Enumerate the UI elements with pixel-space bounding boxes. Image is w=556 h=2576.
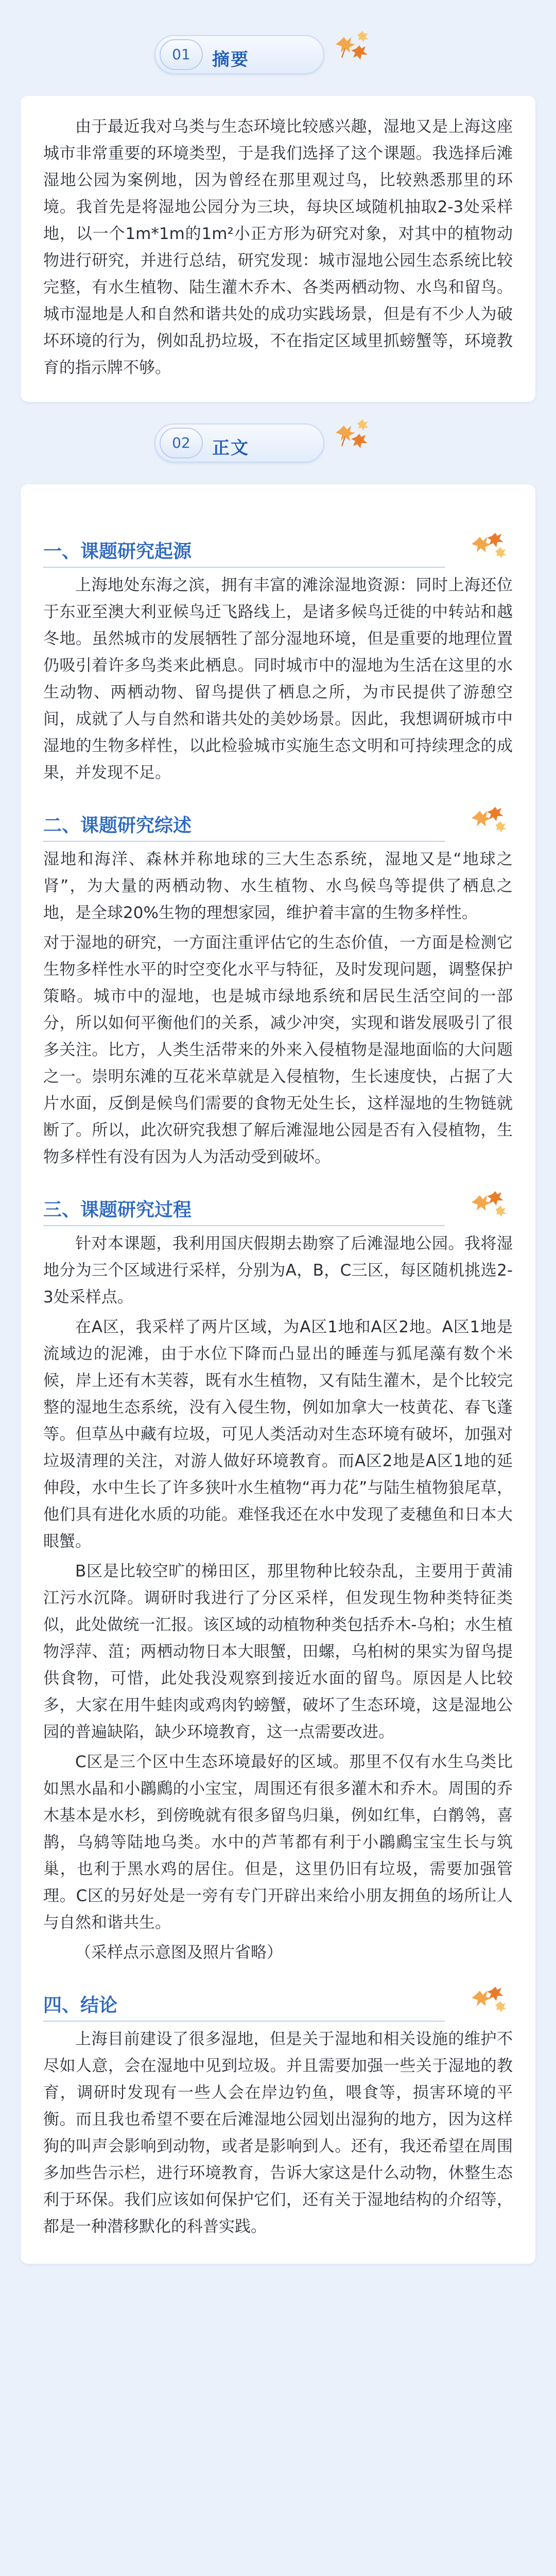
maple-leaf-icon [466,520,513,567]
paragraph: 对于湿地的研究，一方面注重评估它的生态价值，一方面是检测它生物多样性水平的时空变化水平与特征，及时发现问题，调整保护策略。城市中的湿地，也是城市绿地系统和居民生活空间的一部分，所以如何平衡他们的关系，减少冲突，实现和谐发展吸引了很多关注。比方，人类生活带来的外来入侵植物是湿地面临的大问题之一。崇明东滩的互花米草就是入侵植物，生长速度快，占据了大片水面，反倒是候鸟们需要的食物无处生长，这样湿地的生物链就断了。所以，此次研究我想了解后滩湿地公园是否有入侵植物，生物多样性有没有因为人为活动受到破坏。 [43,934,513,1166]
section-pill [154,423,324,463]
section-pill [154,35,324,74]
subsection-header [43,789,513,846]
maple-leaf-icon [466,1974,513,2021]
paragraph: B区是比较空旷的梯田区，那里物种比较杂乱，主要用于黄浦江污水沉降。调研时我进行了分区采样，但发现生物种类特征类似，此处做统一汇报。该区域的动植物种类包括乔木-乌桕；水生植物浮萍、菹；两栖动物日本大眼蟹，田螺，乌桕树的果实为留鸟提供食物，可惜，此处我没观察到接近水面的留鸟。原因是人比较多，大家在用牛蛙肉或鸡肉钓螃蟹，破坏了生态环境，这是湿地公园的普遍缺陷，缺少环境教育，这一点需要改进。 [43,1562,513,1741]
subsection-title: 二、课题研究综述 [43,815,192,836]
paragraph: C区是三个区中生态环境最好的区域。那里不仅有水生乌类比如黑水晶和小鸊鷉的小宝宝，周围还有很多灌木和乔木。周围的乔木基本是水杉，到傍晚就有很多留鸟归巢，例如红隼，白鹡鸰，喜鹊，乌鸫等陆地乌类。水中的芦苇都有利于小鸊鷉宝宝生长与筑巢，也利于黑水鸡的居住。但是，这里仍旧有垃圾，需要加强管理。C区的另好处是一旁有专门开辟出来给小朋友拥鱼的场所让人与自然和谐共生。 [43,1753,513,1932]
subsection-header [43,1969,513,2026]
section-header-abstract [0,26,556,82]
section-number: 01 [160,39,203,70]
section-title: 摘要 [212,49,249,70]
maple-leaf-icon [466,1179,513,1225]
subsection-title: 一、课题研究起源 [43,541,192,562]
abstract-text: 由于最近我对乌类与生态环境比较感兴趣，湿地又是上海这座城市非常重要的环境类型，于是我们选择了这个课题。我选择后滩湿地公园为案例地，因为曾经在那里观过鸟，比较熟悉那里的环境。我首先是将湿地公园分为三块，每块区域随机抽取2-3处采样地，以一个1m*1m的1m²小正方形为研究对象，对其中的植物动物进行研究，并进行总结，研究发现：城市湿地公园生态系统比较完整，有水生植物、陆生灌木乔木、各类两栖动物、水鸟和留鸟。城市湿地是人和自然和谐共处的成功实践场景，但是有不少人为破坏环境的行为，例如乱扔垃圾，不在指定区域里抓螃蟹等，环境教育的指示牌不够。 [43,117,513,377]
paragraph: 上海目前建设了很多湿地，但是关于湿地和相关设施的维护不尽如人意，会在湿地中见到垃圾。并且需要加强一些关于湿地的教育，调研时发现有一些人会在岸边钓鱼，喂食等，损害环境的平衡。而且我也希望不要在后滩湿地公园划出湿狗的地方，因为这样狗的叫声会影响到动物，或者是影响到人。还有，我还希望在周围多加些告示栏，进行环境教育，告诉大家这是什么动物，休整生态利于环保。我们应该如何保护它们，还有关于湿地结构的介绍等，都是一种潜移默化的科普实践。 [43,2030,513,2236]
section-number: 02 [160,428,203,459]
paragraph: 针对本课题，我利用国庆假期去勘察了后滩湿地公园。我将湿地分为三个区域进行采样，分别为A，B，C三区，每区随机挑选2-3处采样点。 [43,1234,513,1307]
subsection-title: 四、结论 [43,1995,118,2016]
section-header-main [0,414,556,471]
divider [43,841,445,842]
maple-leaf-icon [329,414,376,461]
maple-leaf-icon [329,26,376,72]
subsection-title: 三、课题研究过程 [43,1199,192,1221]
divider [43,2021,445,2022]
caption: （采样点示意图及照片省略） [75,1943,283,1962]
divider [43,1225,445,1226]
maple-leaf-icon [466,794,513,841]
subsection-header [43,1174,513,1230]
main-card [21,484,535,2264]
paragraph: 在A区，我采样了两片区域，为A区1地和A区2地。A区1地是流域边的泥滩，由于水位下降而凸显出的睡莲与狐尾藻有数个米候，岸上还有木芙蓉，既有水生植物，又有陆生灌木，是个比较完整的湿地生态系统，没有入侵生物，例如加拿大一枝黄花、春飞蓬等。但草丛中藏有垃圾，可见人类活动对生态环境有破坏，加强对垃圾清理的关注，对游人做好环境教育。而A区2地是A区1地的延伸段，水中生长了许多狭叶水生植物“再力花”与陆生植物狼尾草，他们具有进化水质的功能。难怪我还在水中发现了麦穗鱼和日本大眼蟹。 [43,1318,513,1551]
paragraph: 湿地和海洋、森林并称地球的三大生态系统，湿地又是“地球之肾”，为大量的两栖动物、水生植物、水鸟候鸟等提供了栖息之地，是全球20%生物的理想家园，维护着丰富的生物多样性。 [43,850,513,922]
paragraph: 上海地处东海之滨，拥有丰富的滩涂湿地资源：同时上海还位于东亚至澳大利亚候鸟迁飞路线上，是诸多候鸟迁徙的中转站和越冬地。虽然城市的发展牺牲了部分湿地环境，但是重要的地理位置仍吸引着许多鸟类来此栖息。同时城市中的湿地为生活在这里的水生动物、两栖动物、留鸟提供了栖息之所，为市民提供了游憩空间，成就了人与自然和谐共处的美妙场景。因此，我想调研城市中湿地的生物多样性，以此检验城市实施生态文明和可持续理念的成果，并发现不足。 [43,576,513,782]
divider [43,567,445,568]
subsection-header [43,515,513,572]
abstract-card [21,96,535,402]
section-title: 正文 [212,438,249,459]
